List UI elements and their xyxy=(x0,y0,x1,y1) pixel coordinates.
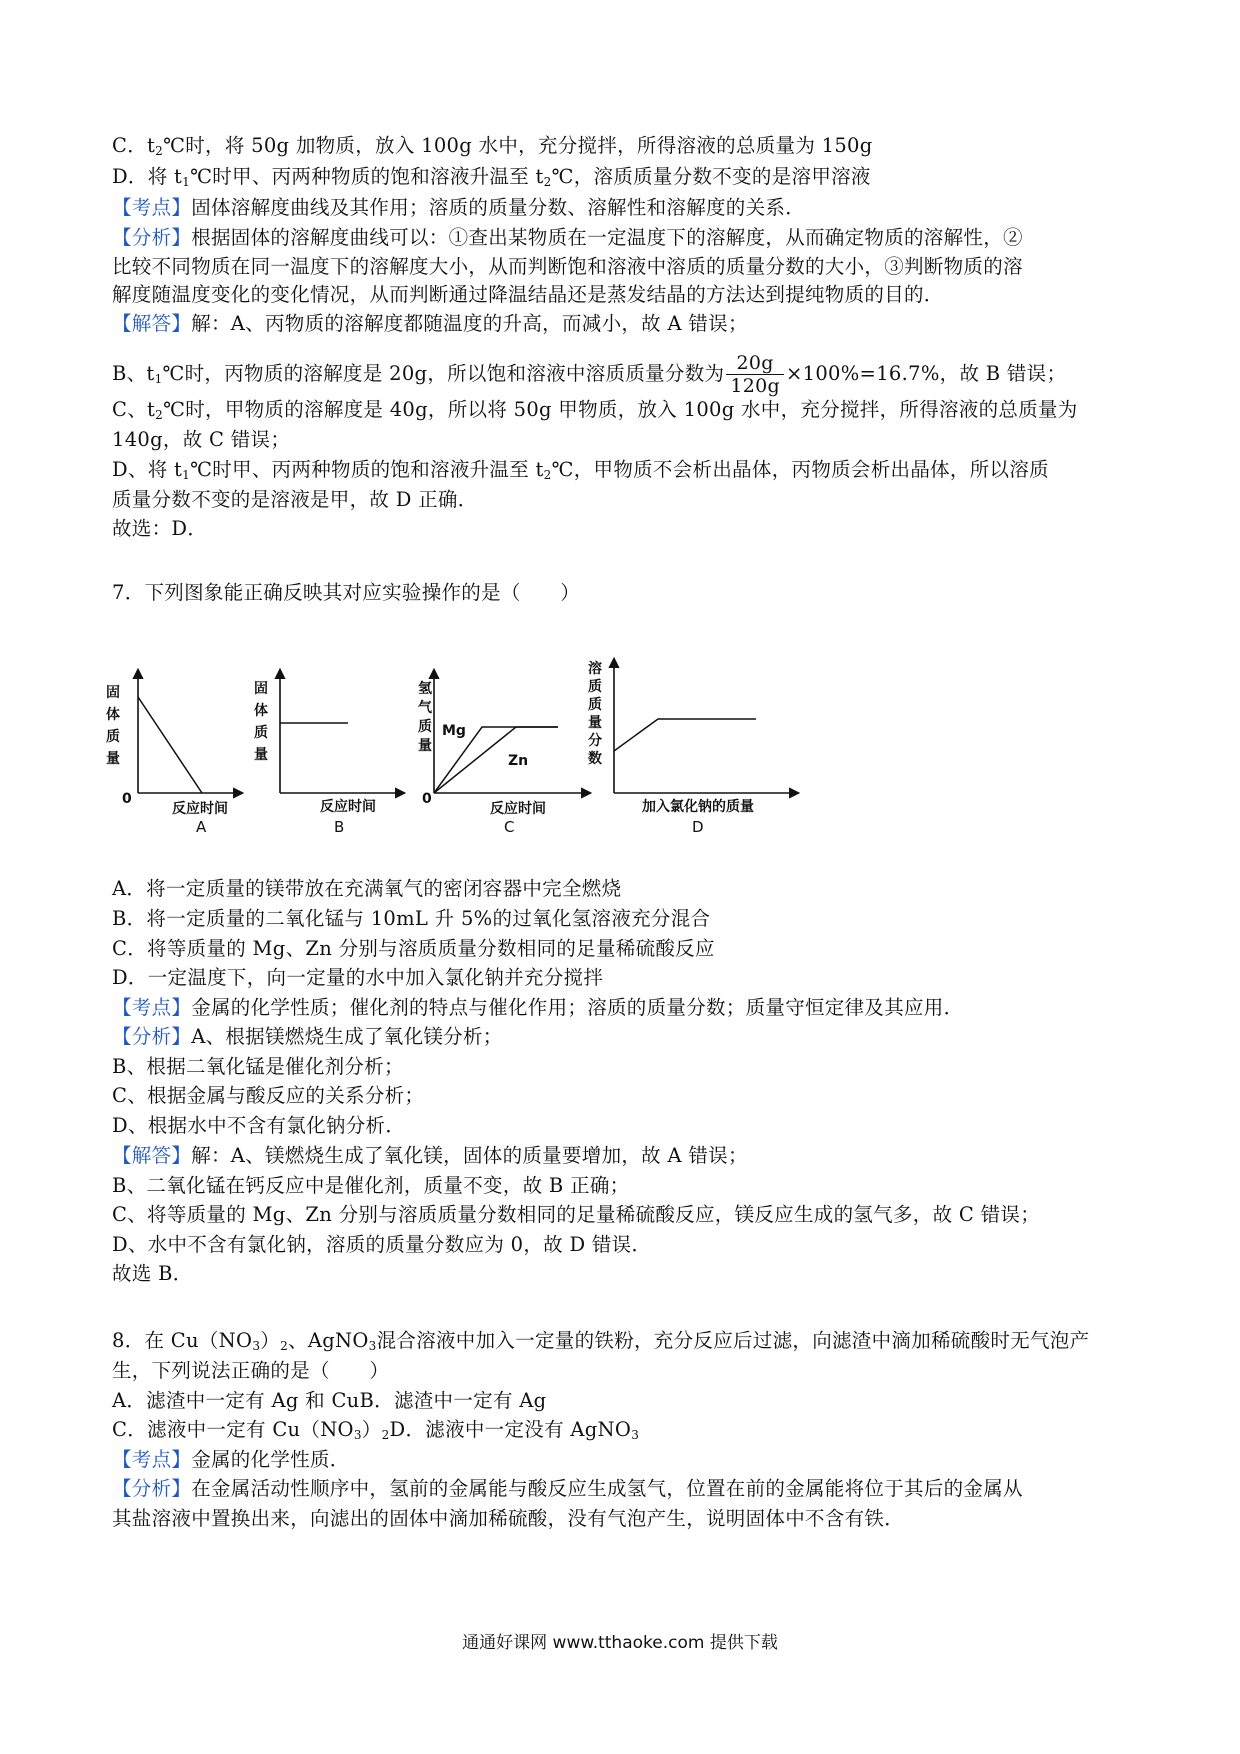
q7-option-a: A．将一定质量的镁带放在充满氧气的密闭容器中完全燃烧 xyxy=(112,877,622,900)
figure-a-origin: 0 xyxy=(122,791,132,807)
q6-option-d: D．将 $t_1℃$时甲、丙两种物质的饱和溶液升温至 $t_2℃$，溶质质量分数不变的是溶甲溶液 xyxy=(112,165,871,189)
fraction: $\frac{20g}{120g}$ xyxy=(726,352,784,397)
figure-c-caption: C xyxy=(504,818,515,836)
q8-fenxi-line2: 其盐溶液中置换出来，向滤出的固体中滴加稀硫酸，没有气泡产生，说明固体中不含有铁． xyxy=(112,1507,905,1530)
figure-b-ylabel-1: 体 xyxy=(254,703,268,719)
q7-answer: 故选 B． xyxy=(112,1262,193,1285)
figure-a-ylabel-0: 固 xyxy=(106,685,120,701)
figure-d-xlabel: 加入氯化钠的质量 xyxy=(642,799,754,815)
q6-jieda-b: B、$t_1℃$时，丙物质的溶解度是 20g，所以饱和溶液中溶质质量分数为 $\frac{20g}{120g}$ ×100%=16.7%，故 B 错误； xyxy=(112,352,1067,397)
page-footer: 通通好课网 www.tthaoke.com 提供下载 xyxy=(462,1633,778,1653)
q8-options-ab: A．滤渣中一定有 Ag 和 CuB．滤渣中一定有 Ag xyxy=(112,1389,547,1412)
q7-option-c: C．将等质量的 Mg、Zn 分别与溶质质量分数相同的足量稀硫酸反应 xyxy=(112,937,715,960)
q6-jieda-c-line1: C、$t_2℃$时，甲物质的溶解度是 40g，所以将 50g 甲物质，放入 100g 水中，充分搅拌，所得溶液的总质量为 xyxy=(112,398,1078,422)
q7-fenxi-line4: D、根据水中不含有氯化钠分析． xyxy=(112,1114,406,1137)
q7-jieda-line1: 【解答】解：A、镁燃烧生成了氧化镁，固体的质量要增加，故 A 错误； xyxy=(112,1144,748,1167)
figure-b-ylabel-2: 质 xyxy=(254,725,268,741)
figure-d-ylabel-2: 质 xyxy=(588,697,602,713)
q6-jieda-d-line2: 质量分数不变的是溶液是甲，故 D 正确． xyxy=(112,488,478,511)
figure-c-ylabel-2: 质 xyxy=(418,719,432,735)
figure-c-label-zn: Zn xyxy=(508,753,529,769)
figure-d-ylabel-1: 质 xyxy=(588,679,602,695)
figure-b-xlabel: 反应时间 xyxy=(320,799,376,815)
figure-b xyxy=(254,670,404,836)
q6-answer: 故选：D． xyxy=(112,517,208,540)
q7-option-d: D．一定温度下，向一定量的水中加入氯化钠并充分搅拌 xyxy=(112,966,604,989)
figure-a-ylabel-3: 量 xyxy=(106,751,120,767)
q6-fenxi-line3: 解度随温度变化的变化情况，从而判断通过降温结晶还是蒸发结晶的方法达到提纯物质的目的． xyxy=(112,283,944,306)
q7-jieda-line2: B、二氧化锰在钙反应中是催化剂，质量不变，故 B 正确； xyxy=(112,1174,630,1197)
figure-c-label-mg: Mg xyxy=(442,723,466,739)
q6-jieda-c-line2: 140g，故 C 错误； xyxy=(112,428,291,451)
figure-a xyxy=(106,670,242,836)
figure-b-caption: B xyxy=(334,818,345,836)
figure-d-curve xyxy=(614,719,756,751)
figure-a-xlabel: 反应时间 xyxy=(172,801,228,817)
q8-kaodian: 【考点】金属的化学性质． xyxy=(112,1448,350,1471)
figure-d-ylabel-0: 溶 xyxy=(588,661,602,677)
q8-options-cd: C．滤液中一定有 $Cu(NO_3)_2D$．滤液中一定没有 AgNO$_3$ xyxy=(112,1418,640,1442)
figure-a-curve xyxy=(138,697,202,793)
q7-jieda-line4: D、水中不含有氯化钠，溶质的质量分数应为 0，故 D 错误． xyxy=(112,1233,652,1256)
figure-d-ylabel-4: 分 xyxy=(588,733,602,749)
figure-a-caption: A xyxy=(196,818,207,836)
q8-stem-line1: 8．在 $Cu(NO_3)_2$、AgNO$_3$混合溶液中加入一定量的铁粉，充分反应后过滤，向滤渣中滴加稀硫酸时无气泡产 xyxy=(112,1329,1090,1353)
figure-a-ylabel-2: 质 xyxy=(106,729,120,745)
figure-c-ylabel-0: 氢 xyxy=(418,681,432,697)
q6-fenxi-line2: 比较不同物质在同一温度下的溶解度大小，从而判断饱和溶液中溶质的质量分数的大小，③判断物质的溶 xyxy=(112,255,1023,278)
q6-fenxi-line1: 【分析】根据固体的溶解度曲线可以：①查出某物质在一定温度下的溶解度，从而确定物质的溶解性，② xyxy=(112,226,1023,249)
figure-b-ylabel-0: 固 xyxy=(254,681,268,697)
figure-a-ylabel-1: 体 xyxy=(106,707,120,723)
figure-c-ylabel-1: 气 xyxy=(418,700,432,716)
figure-b-ylabel-3: 量 xyxy=(254,747,268,763)
q7-fenxi-line1: 【分析】A、根据镁燃烧生成了氧化镁分析； xyxy=(112,1025,503,1048)
q6-kaodian: 【考点】固体溶解度曲线及其作用；溶质的质量分数、溶解性和溶解度的关系． xyxy=(112,196,806,219)
figure-c-ylabel-3: 量 xyxy=(418,738,432,754)
q7-jieda-line3: C、将等质量的 Mg、Zn 分别与溶质质量分数相同的足量稀硫酸反应，镁反应生成的氢气多，故 C 错误； xyxy=(112,1203,1040,1226)
figure-d-ylabel-5: 数 xyxy=(588,751,602,767)
figure-d xyxy=(588,659,798,836)
q7-kaodian: 【考点】金属的化学性质；催化剂的特点与催化作用；溶质的质量分数；质量守恒定律及其应用． xyxy=(112,996,964,1019)
q7-option-b: B．将一定质量的二氧化锰与 10mL 升 5%的过氧化氢溶液充分混合 xyxy=(112,907,711,930)
figure-c-xlabel: 反应时间 xyxy=(490,801,546,817)
q8-stem-line2: 生，下列说法正确的是（ ） xyxy=(112,1359,390,1382)
q7-figures xyxy=(106,661,892,865)
q7-stem: 7．下列图象能正确反映其对应实验操作的是（ ） xyxy=(112,581,581,604)
q7-fenxi-line3: C、根据金属与酸反应的关系分析； xyxy=(112,1084,425,1107)
q8-fenxi-line1: 【分析】在金属活动性顺序中，氢前的金属能与酸反应生成氢气，位置在前的金属能将位于其后的金属从 xyxy=(112,1477,1023,1500)
figure-d-ylabel-3: 量 xyxy=(588,715,602,731)
figure-c-origin: 0 xyxy=(422,791,432,807)
q7-fenxi-line2: B、根据二氧化锰是催化剂分析； xyxy=(112,1055,404,1078)
figure-c xyxy=(418,670,590,836)
q6-option-c: C．$t_2℃$时，将 50g 加物质，放入 100g 水中，充分搅拌，所得溶液的总质量为 150g xyxy=(112,134,873,158)
q6-jieda-line1: 【解答】解：A、丙物质的溶解度都随温度的升高，而减小，故 A 错误； xyxy=(112,312,748,335)
figure-d-caption: D xyxy=(692,818,704,836)
q6-jieda-d-line1: D、将 $t_1℃$时甲、丙两种物质的饱和溶液升温至 $t_2℃$，甲物质不会析出晶体，丙物质会析出晶体，所以溶质 xyxy=(112,458,1049,482)
